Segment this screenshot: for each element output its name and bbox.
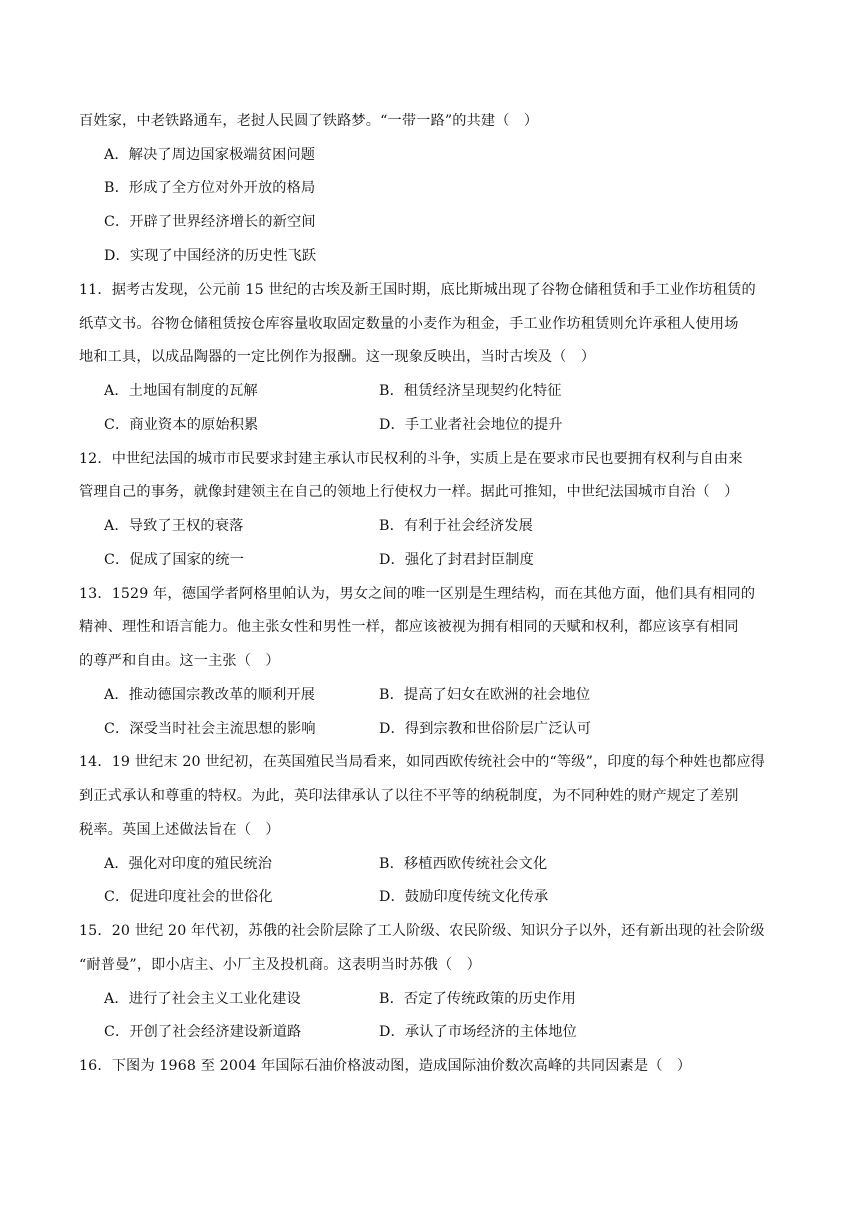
q11-stem-line: 纸草文书。谷物仓储租赁按仓库容量收取固定数量的小麦作为租金，手工业作坊租赁则允许承租人使用场 — [79, 316, 739, 332]
q14-option-c[interactable]: C．促进印度社会的世俗化 — [104, 889, 273, 905]
q12-stem-line: 管理自己的事务，就像封建领主在自己的领地上行使权力一样。据此可推知，中世纪法国城市自治（ ） — [79, 484, 739, 500]
q16-stem-line: 16．下图为 1968 至 2004 年国际石油价格波动图，造成国际油价数次高峰的共同因素是（ ） — [79, 1058, 692, 1074]
q15-option-c[interactable]: C．开创了社会经济建设新道路 — [104, 1024, 302, 1040]
q10-stem-line: 百姓家，中老铁路通车，老挝人民圆了铁路梦。“一带一路”的共建（ ） — [79, 113, 539, 129]
q15-stem-line: 15．20 世纪 20 年代初，苏俄的社会阶层除了工人阶级、农民阶级、知识分子以外，还有新出现的社会阶级 — [79, 923, 765, 939]
q14-option-a[interactable]: A．强化对印度的殖民统治 — [104, 856, 273, 872]
q14-stem-line: 税率。英国上述做法旨在（ ） — [79, 822, 280, 838]
q15-stem-line: “耐普曼”，即小店主、小厂主及投机商。这表明当时苏俄（ ） — [79, 957, 481, 973]
q11-stem-line: 11．据考古发现，公元前 15 世纪的古埃及新王国时期，底比斯城出现了谷物仓储租赁和手工业作坊租赁的 — [79, 282, 756, 298]
q13-stem-line: 精神、理性和语言能力。他主张女性和男性一样，都应该被视为拥有相同的天赋和权利，都应该享有相同 — [79, 619, 739, 635]
q13-stem-line: 13．1529 年，德国学者阿格里帕认为，男女之间的唯一区别是生理结构，而在其他方面，他们具有相同的 — [79, 586, 756, 602]
q10-option-d[interactable]: D．实现了中国经济的历史性飞跃 — [104, 248, 317, 264]
q12-option-d[interactable]: D．强化了封君封臣制度 — [379, 552, 534, 568]
q14-option-d[interactable]: D．鼓励印度传统文化传承 — [379, 889, 549, 905]
q13-stem-line: 的尊严和自由。这一主张（ ） — [79, 653, 280, 669]
q13-option-d[interactable]: D．得到宗教和世俗阶层广泛认可 — [379, 721, 592, 737]
q13-option-a[interactable]: A．推动德国宗教改革的顺利开展 — [104, 687, 316, 703]
q11-option-d[interactable]: D．手工业者社会地位的提升 — [379, 417, 563, 433]
q11-option-a[interactable]: A．土地国有制度的瓦解 — [104, 383, 258, 399]
q13-option-c[interactable]: C．深受当时社会主流思想的影响 — [104, 721, 316, 737]
q12-option-a[interactable]: A．导致了王权的衰落 — [104, 518, 244, 534]
q11-stem-line: 地和工具，以成品陶器的一定比例作为报酬。这一现象反映出，当时古埃及（ ） — [79, 349, 596, 365]
q10-option-c[interactable]: C．开辟了世界经济增长的新空间 — [104, 214, 316, 230]
q11-option-c[interactable]: C．商业资本的原始积累 — [104, 417, 259, 433]
q11-option-b[interactable]: B．租赁经济呈现契约化特征 — [379, 383, 562, 399]
q13-option-b[interactable]: B．提高了妇女在欧洲的社会地位 — [379, 687, 591, 703]
q14-option-b[interactable]: B．移植西欧传统社会文化 — [379, 856, 548, 872]
q15-option-a[interactable]: A．进行了社会主义工业化建设 — [104, 991, 301, 1007]
q15-option-d[interactable]: D．承认了市场经济的主体地位 — [379, 1024, 577, 1040]
q15-option-b[interactable]: B．否定了传统政策的历史作用 — [379, 991, 576, 1007]
q12-option-c[interactable]: C．促成了国家的统一 — [104, 552, 245, 568]
q14-stem-line: 到正式承认和尊重的特权。为此，英印法律承认了以往不平等的纳税制度，为不同种姓的财产规定了差别 — [79, 788, 739, 804]
q12-option-b[interactable]: B．有利于社会经济发展 — [379, 518, 533, 534]
q10-option-b[interactable]: B．形成了全方位对外开放的格局 — [104, 180, 316, 196]
q12-stem-line: 12．中世纪法国的城市市民要求封建主承认市民权利的斗争，实质上是在要求市民也要拥有权利与自由来 — [79, 451, 743, 467]
q10-option-a[interactable]: A．解决了周边国家极端贫困问题 — [104, 147, 316, 163]
q14-stem-line: 14．19 世纪末 20 世纪初，在英国殖民当局看来，如同西欧传统社会中的“等级”，印度的每个种姓也都应得 — [79, 754, 766, 770]
